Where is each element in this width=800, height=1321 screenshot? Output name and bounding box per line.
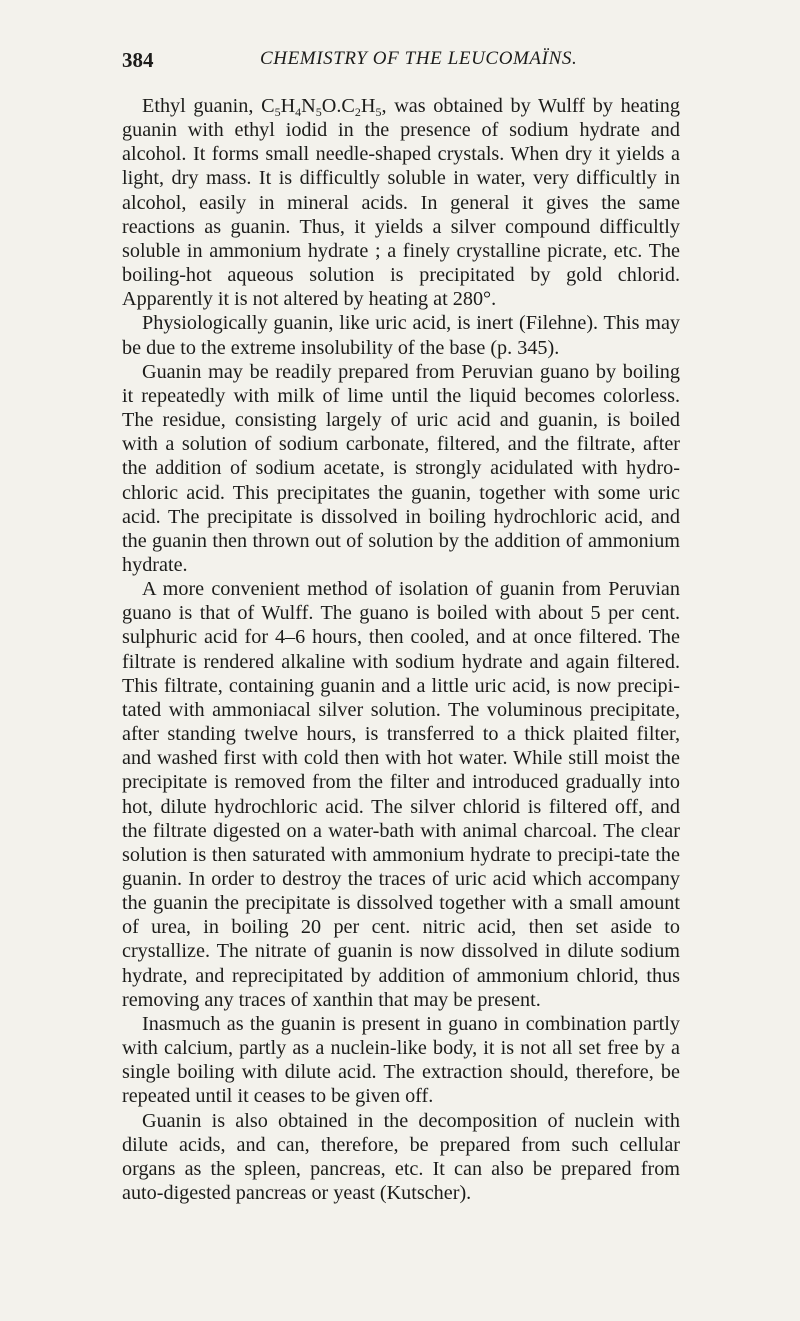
paragraph-prefix: Ethyl guanin, [142, 95, 262, 117]
paragraph-suffix: , was obtained by Wulff by heating guanin with ethyl iodid in the presence of sodium hydrate and alcohol. It forms small needle-shaped crystals. When dry it yields a light, dry mass. It is difficultly soluble in water, very difficultly in alcohol, easily in mineral acids. In general it gives the same reactions as guanin. Thus, it yields a silver compound difficultly soluble in ammonium hydrate ; a finely crystalline picrate, etc. The boiling-hot aqueous solution is precipitated by gold chlorid. Apparently it is not altered by heating at 280°. [122, 95, 680, 311]
page-number: 384 [122, 48, 154, 72]
paragraph-wulff-method: A more convenient method of isolation of guanin from Peruvian guano is that of Wulff. The guano is boiled with about 5 per cent. sulphuric acid for 4–6 hours, then cooled, and at once filtered. The filtrate is rendered alkaline with sodium hydrate and again filtered. This filtrate, containing guanin and a little uric acid, is now precipi-tated with ammoniacal silver solution. The voluminous precipitate, after standing twelve hours, is transferred to a thick plaited filter, and washed first with cold then with hot water. While still moist the precipitate is removed from the filter and introduced gradually into hot, dilute hydrochloric acid. The silver chlorid is filtered off, and the filtrate digested on a water-bath with animal charcoal. The clear solution is then saturated with ammonium hydrate to precipi-tate the guanin. In order to destroy the traces of uric acid which accompany the guanin the precipitate is dissolved together with a small amount of urea, in boiling 20 per cent. nitric acid, then set aside to crystallize. The nitrate of guanin is now dissolved in dilute sodium hydrate, and reprecipitated by addition of ammonium chlorid, thus removing any traces of xanthin that may be present. [122, 578, 680, 1011]
paragraph-extraction: Inasmuch as the guanin is present in guano in combination partly with calcium, partly as a nuclein-like body, it is not all set free by a single boiling with dilute acid. The extraction should, therefore, be repeated until it ceases to be given off. [122, 1012, 680, 1108]
running-title: CHEMISTRY OF THE LEUCOMAÏNS. [260, 48, 578, 69]
paragraph-ethyl-guanin [122, 94, 680, 311]
chemical-formula: $C_5H_4N_5O.C_2H_5$ [261, 95, 382, 119]
body-text [122, 94, 680, 1205]
page-header [122, 48, 682, 74]
paragraph-physiology: Physiologically guanin, like uric acid, is inert (Filehne). This may be due to the extreme insolubility of the base (p. 345). [122, 312, 680, 359]
paragraph-preparation: Guanin may be readily prepared from Peruvian guano by boiling it repeatedly with milk of lime until the liquid becomes colorless. The residue, consisting largely of uric acid and guanin, is boiled with a solution of sodium carbonate, filtered, and the filtrate, after the addition of sodium acetate, is strongly acidulated with hydro-chloric acid. This precipitates the guanin, together with some uric acid. The precipitate is dissolved in boiling hydrochloric acid, and the guanin then thrown out of solution by the addition of ammonium hydrate. [122, 360, 680, 576]
paragraph-nuclein: Guanin is also obtained in the decomposition of nuclein with dilute acids, and can, therefore, be prepared from such cellular organs as the spleen, pancreas, etc. It can also be prepared from auto-digested pancreas or yeast (Kutscher). [122, 1109, 680, 1205]
